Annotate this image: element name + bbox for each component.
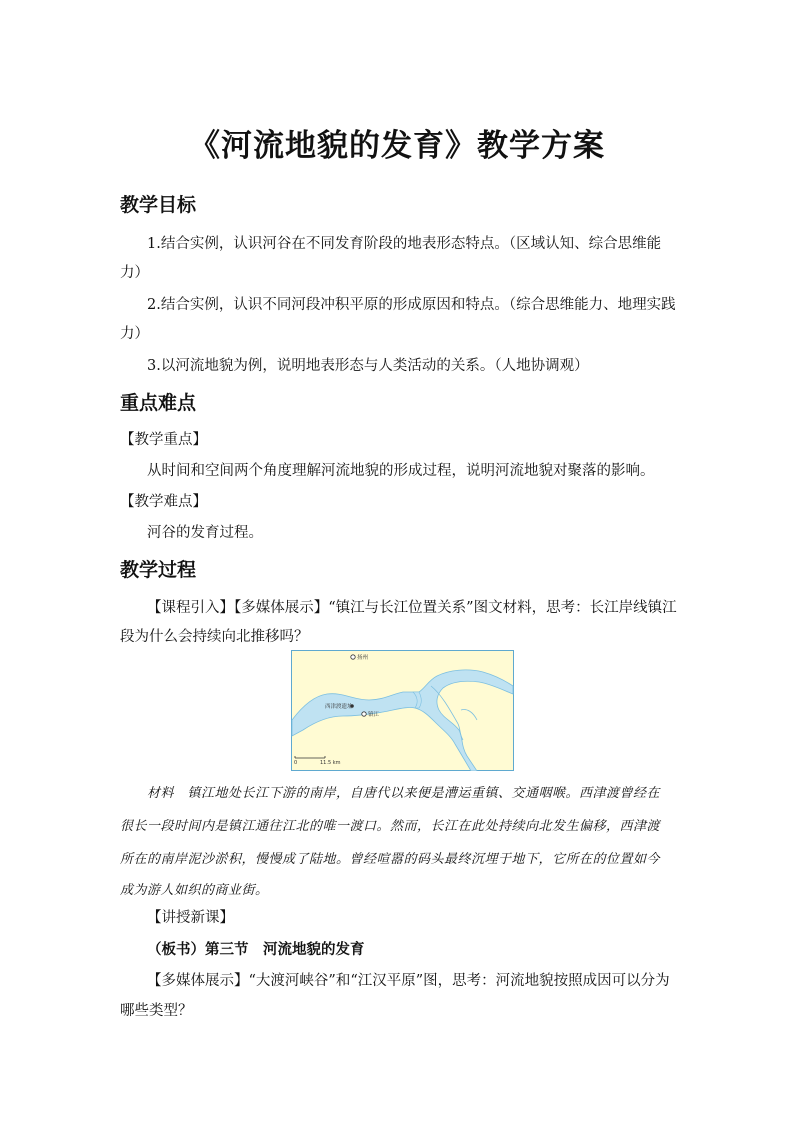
label-zhenjiang: 镇江 <box>368 712 380 718</box>
scale-zero-label: 0 <box>294 760 298 766</box>
difficulty-label: 【教学难点】 <box>120 494 207 510</box>
intro-line-1: 【课程引入】【多媒体展示】“镇江与长江位置关系”图文材料，思考：长江岸线镇江 <box>147 600 677 616</box>
material-line-2: 很长一段时间内是镇江通往江北的唯一渡口。然而，长江在此处持续向北发生偏移，西津渡 <box>120 819 661 834</box>
zhenjiang-marker-icon <box>362 712 366 716</box>
focus-label: 【教学重点】 <box>120 432 207 448</box>
goal-3: 3.以河流地貌为例，说明地表形态与人类活动的关系。（人地协调观） <box>147 358 589 374</box>
heading-teaching-goals: 教学目标 <box>120 194 197 216</box>
label-xijindu: 西津渡遗址 <box>325 704 353 710</box>
board-text: （板书）第三节 河流地貌的发育 <box>147 941 365 958</box>
new-lesson-label: 【讲授新课】 <box>147 910 234 926</box>
zhenjiang-river-map <box>291 650 514 771</box>
media-line-1: 【多媒体展示】“大渡河峡谷”和“江汉平原”图，思考：河流地貌按照成因可以分为 <box>147 973 670 989</box>
heading-key-points: 重点难点 <box>120 392 197 414</box>
media-line-2: 哪些类型？ <box>120 1003 193 1019</box>
heading-teaching-process: 教学过程 <box>120 559 197 581</box>
goal-2-line-1: 2.结合实例，认识不同河段冲积平原的形成原因和特点。（综合思维能力、地理实践 <box>147 297 676 313</box>
goal-2-line-2: 力） <box>120 326 149 342</box>
yangzhou-marker-icon <box>351 655 355 659</box>
document-title: 《河流地貌的发育》教学方案 <box>189 128 605 164</box>
goal-1-line-1: 1.结合实例，认识河谷在不同发育阶段的地表形态特点。（区域认知、综合思维能 <box>147 236 662 252</box>
label-yangzhou: 扬州 <box>357 655 369 661</box>
material-line-3: 所在的南岸泥沙淤积，慢慢成了陆地。曾经喧嚣的码头最终沉埋于地下，它所在的位置如今 <box>120 852 661 867</box>
goal-1-line-2: 力） <box>120 265 149 281</box>
material-line-1: 材料 镇江地处长江下游的南岸，自唐代以来便是漕运重镇、交通咽喉。西津渡曾经在 <box>147 786 661 801</box>
scale-value-label: 11.5 km <box>320 760 341 766</box>
difficulty-text: 河谷的发育过程。 <box>147 525 263 541</box>
material-line-4: 成为游人如织的商业街。 <box>120 883 269 898</box>
intro-line-2: 段为什么会持续向北推移吗？ <box>120 629 309 645</box>
focus-text: 从时间和空间两个角度理解河流地貌的形成过程，说明河流地貌对聚落的影响。 <box>147 463 655 479</box>
